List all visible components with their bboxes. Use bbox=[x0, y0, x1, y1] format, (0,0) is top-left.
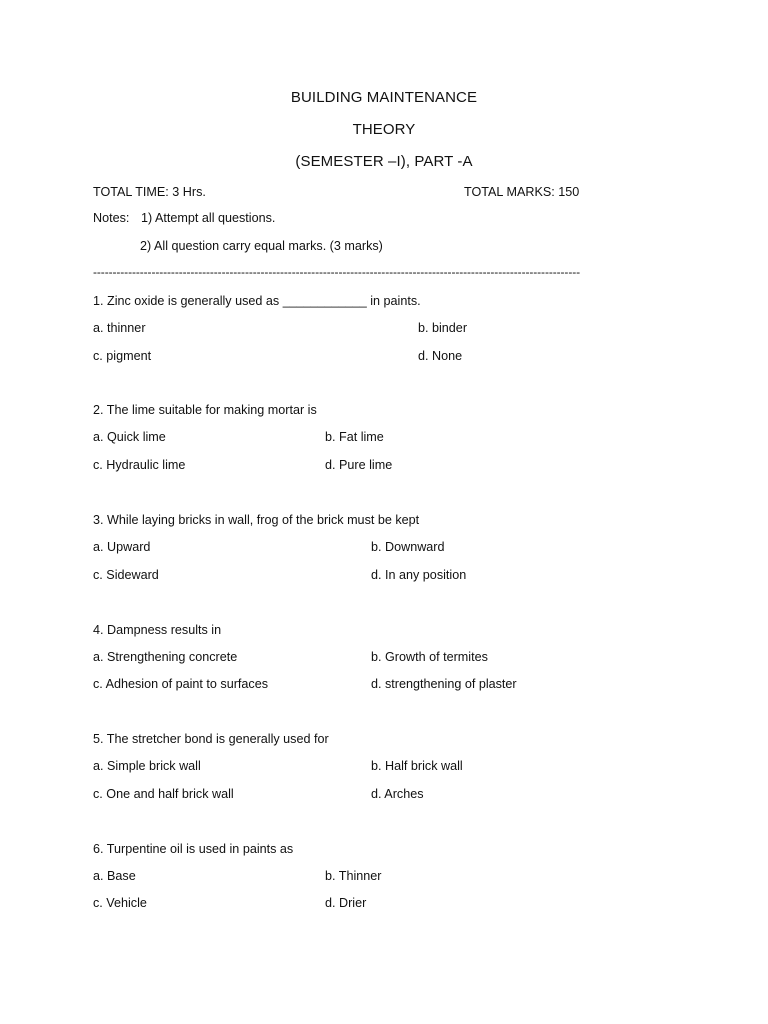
question-text: 3. While laying bricks in wall, frog of the brick must be kept bbox=[93, 513, 420, 527]
page-title: BUILDING MAINTENANCE bbox=[290, 89, 478, 106]
option-a: a. Simple brick wall bbox=[93, 759, 201, 773]
option-a: a. thinner bbox=[93, 321, 146, 335]
option-d: d. strengthening of plaster bbox=[371, 677, 517, 691]
option-a: a. Quick lime bbox=[93, 430, 166, 444]
notes-label: Notes: bbox=[93, 211, 130, 225]
option-c: c. Vehicle bbox=[93, 896, 147, 910]
option-b: b. binder bbox=[418, 321, 468, 335]
option-c: c. Hydraulic lime bbox=[93, 458, 186, 472]
option-b: b. Fat lime bbox=[325, 430, 384, 444]
note-item: 2) All question carry equal marks. (3 marks) bbox=[140, 239, 383, 253]
option-d: d. Drier bbox=[325, 896, 367, 910]
option-a: a. Strengthening concrete bbox=[93, 650, 238, 664]
note-item: 1) Attempt all questions. bbox=[141, 211, 276, 225]
option-b: b. Half brick wall bbox=[371, 759, 463, 773]
option-d: d. None bbox=[418, 349, 463, 363]
option-d: d. Pure lime bbox=[325, 458, 393, 472]
question-text: 2. The lime suitable for making mortar is bbox=[93, 403, 317, 417]
total-marks: TOTAL MARKS: 150 bbox=[464, 185, 580, 199]
option-c: c. Sideward bbox=[93, 568, 159, 582]
option-c: c. pigment bbox=[93, 349, 152, 363]
option-d: d. In any position bbox=[371, 568, 467, 582]
semester-heading: (SEMESTER –I), PART -A bbox=[295, 153, 473, 170]
option-b: b. Downward bbox=[371, 540, 445, 554]
option-d: d. Arches bbox=[371, 787, 424, 801]
total-time: TOTAL TIME: 3 Hrs. bbox=[93, 185, 206, 199]
option-a: a. Upward bbox=[93, 540, 151, 554]
option-a: a. Base bbox=[93, 869, 136, 883]
option-c: c. Adhesion of paint to surfaces bbox=[93, 677, 269, 691]
question-text: 4. Dampness results in bbox=[93, 623, 222, 637]
question-text: 6. Turpentine oil is used in paints as bbox=[93, 842, 294, 856]
separator-line: ----------------------------------------------------------------------------------------------------------------------------- bbox=[93, 265, 581, 279]
option-c: c. One and half brick wall bbox=[93, 787, 234, 801]
page-subtitle: THEORY bbox=[352, 121, 416, 138]
question-text: 5. The stretcher bond is generally used for bbox=[93, 732, 329, 746]
question-text: 1. Zinc oxide is generally used as ____________ in paints. bbox=[93, 294, 421, 308]
option-b: b. Thinner bbox=[325, 869, 382, 883]
option-b: b. Growth of termites bbox=[371, 650, 488, 664]
